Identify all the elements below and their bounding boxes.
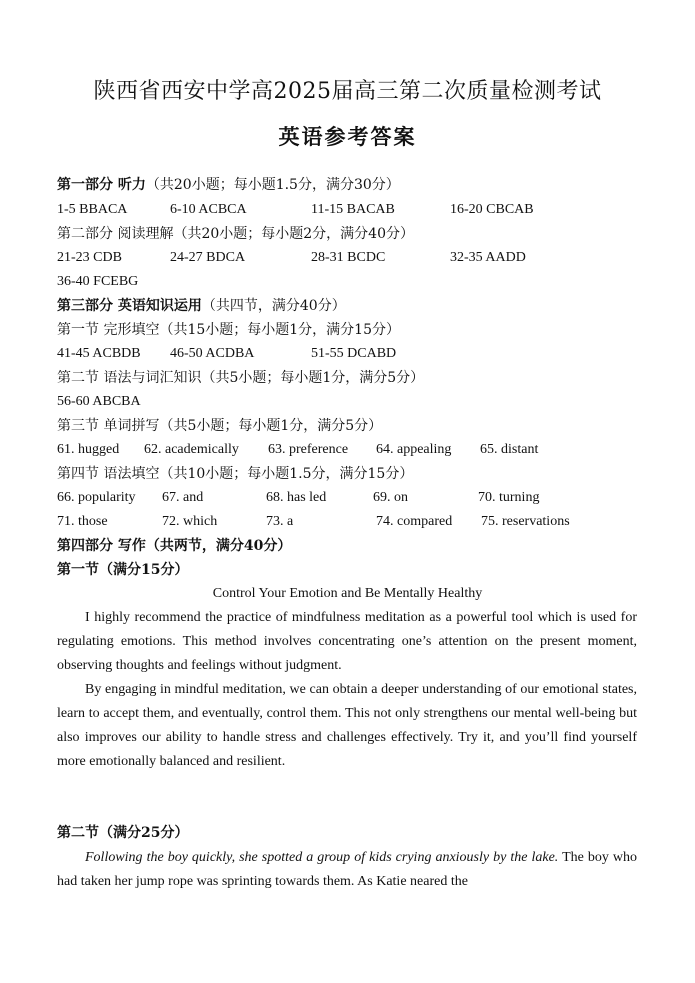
answer-64: 64. appealing bbox=[376, 442, 452, 457]
part3-heading-bold: 第三部分 英语知识运用 bbox=[57, 298, 202, 314]
part3-section4-heading: 第四节 语法填空（共10小题；每小题1.5分，满分15分） bbox=[57, 466, 414, 482]
answer-41-45: 41-45 ACBDB bbox=[57, 346, 141, 361]
continuation-italic-sentence: Following the boy quickly, she spotted a group of kids crying anxiously by the lake. bbox=[85, 850, 559, 865]
answer-1-5: 1-5 BBACA bbox=[57, 202, 128, 217]
answer-32-35: 32-35 AADD bbox=[450, 250, 526, 265]
answer-65: 65. distant bbox=[480, 442, 539, 457]
answer-70: 70. turning bbox=[478, 490, 540, 505]
answer-16-20: 16-20 CBCAB bbox=[450, 202, 534, 217]
answer-62: 62. academically bbox=[144, 442, 239, 457]
answer-56-60: 56-60 ABCBA bbox=[57, 394, 141, 409]
answer-36-40: 36-40 FCEBG bbox=[57, 274, 139, 289]
answer-28-31: 28-31 BCDC bbox=[311, 250, 386, 265]
answer-71: 71. those bbox=[57, 514, 108, 529]
exam-subtitle: 英语参考答案 bbox=[278, 124, 417, 149]
part1-heading-rest: （共20小题；每小题1.5分，满分30分） bbox=[145, 177, 400, 193]
part4-section1-heading: 第一节（满分15分） bbox=[57, 562, 189, 578]
part1-heading bbox=[57, 176, 400, 194]
answer-75: 75. reservations bbox=[481, 514, 570, 529]
answer-68: 68. has led bbox=[266, 490, 327, 505]
part3-section1-heading: 第一节 完形填空（共15小题；每小题1分，满分15分） bbox=[57, 322, 400, 338]
essay-paragraph-1: I highly recommend the practice of mindfulness meditation as a powerful tool which is used for regulating emotions. This method involves concentrating one’s attention on the present moment, observing thoughts and feelings without judgment. bbox=[57, 610, 637, 673]
part4-heading: 第四部分 写作（共两节，满分40分） bbox=[57, 538, 292, 554]
part3-section3-heading: 第三节 单词拼写（共5小题；每小题1分，满分5分） bbox=[57, 418, 383, 434]
answer-63: 63. preference bbox=[268, 442, 349, 457]
answer-67: 67. and bbox=[162, 490, 204, 505]
continuation-paragraph bbox=[57, 846, 637, 894]
part3-section2-heading: 第二节 语法与词汇知识（共5小题；每小题1分，满分5分） bbox=[57, 370, 425, 386]
answer-74: 74. compared bbox=[376, 514, 453, 529]
continuation-sentence: The boy who had taken her jump rope was sprinting towards them. As Katie neared the bbox=[57, 850, 637, 889]
answer-21-23: 21-23 CDB bbox=[57, 250, 122, 265]
answer-61: 61. hugged bbox=[57, 442, 120, 457]
answer-6-10: 6-10 ACBCA bbox=[170, 202, 247, 217]
answer-24-27: 24-27 BDCA bbox=[170, 250, 246, 265]
essay-title: Control Your Emotion and Be Mentally Healthy bbox=[212, 586, 483, 601]
answer-46-50: 46-50 ACDBA bbox=[170, 346, 255, 361]
part2-heading: 第二部分 阅读理解（共20小题；每小题2分，满分40分） bbox=[57, 226, 414, 242]
answer-72: 72. which bbox=[162, 514, 218, 529]
part3-heading bbox=[57, 297, 346, 315]
part4-section2-heading: 第二节（满分25分） bbox=[57, 825, 189, 841]
answer-51-55: 51-55 DCABD bbox=[311, 346, 397, 361]
answer-69: 69. on bbox=[373, 490, 408, 505]
answer-11-15: 11-15 BACAB bbox=[311, 202, 395, 217]
part1-heading-bold: 第一部分 听力 bbox=[57, 177, 146, 193]
exam-title: 陕西省西安中学高2025届高三第二次质量检测考试 bbox=[93, 79, 602, 104]
essay-paragraph-2: By engaging in mindful meditation, we can obtain a deeper understanding of our emotional states, learn to accept them, and eventually, control them. This not only strengthens our mental well-being but also improves our ability to handle stress and challenges effectively. Try it, and you’ll find yourself more emotionally balanced and resilient. bbox=[57, 682, 637, 769]
answer-73: 73. a bbox=[266, 514, 294, 529]
part3-heading-rest: （共四节，满分40分） bbox=[201, 298, 346, 314]
answer-66: 66. popularity bbox=[57, 490, 136, 505]
